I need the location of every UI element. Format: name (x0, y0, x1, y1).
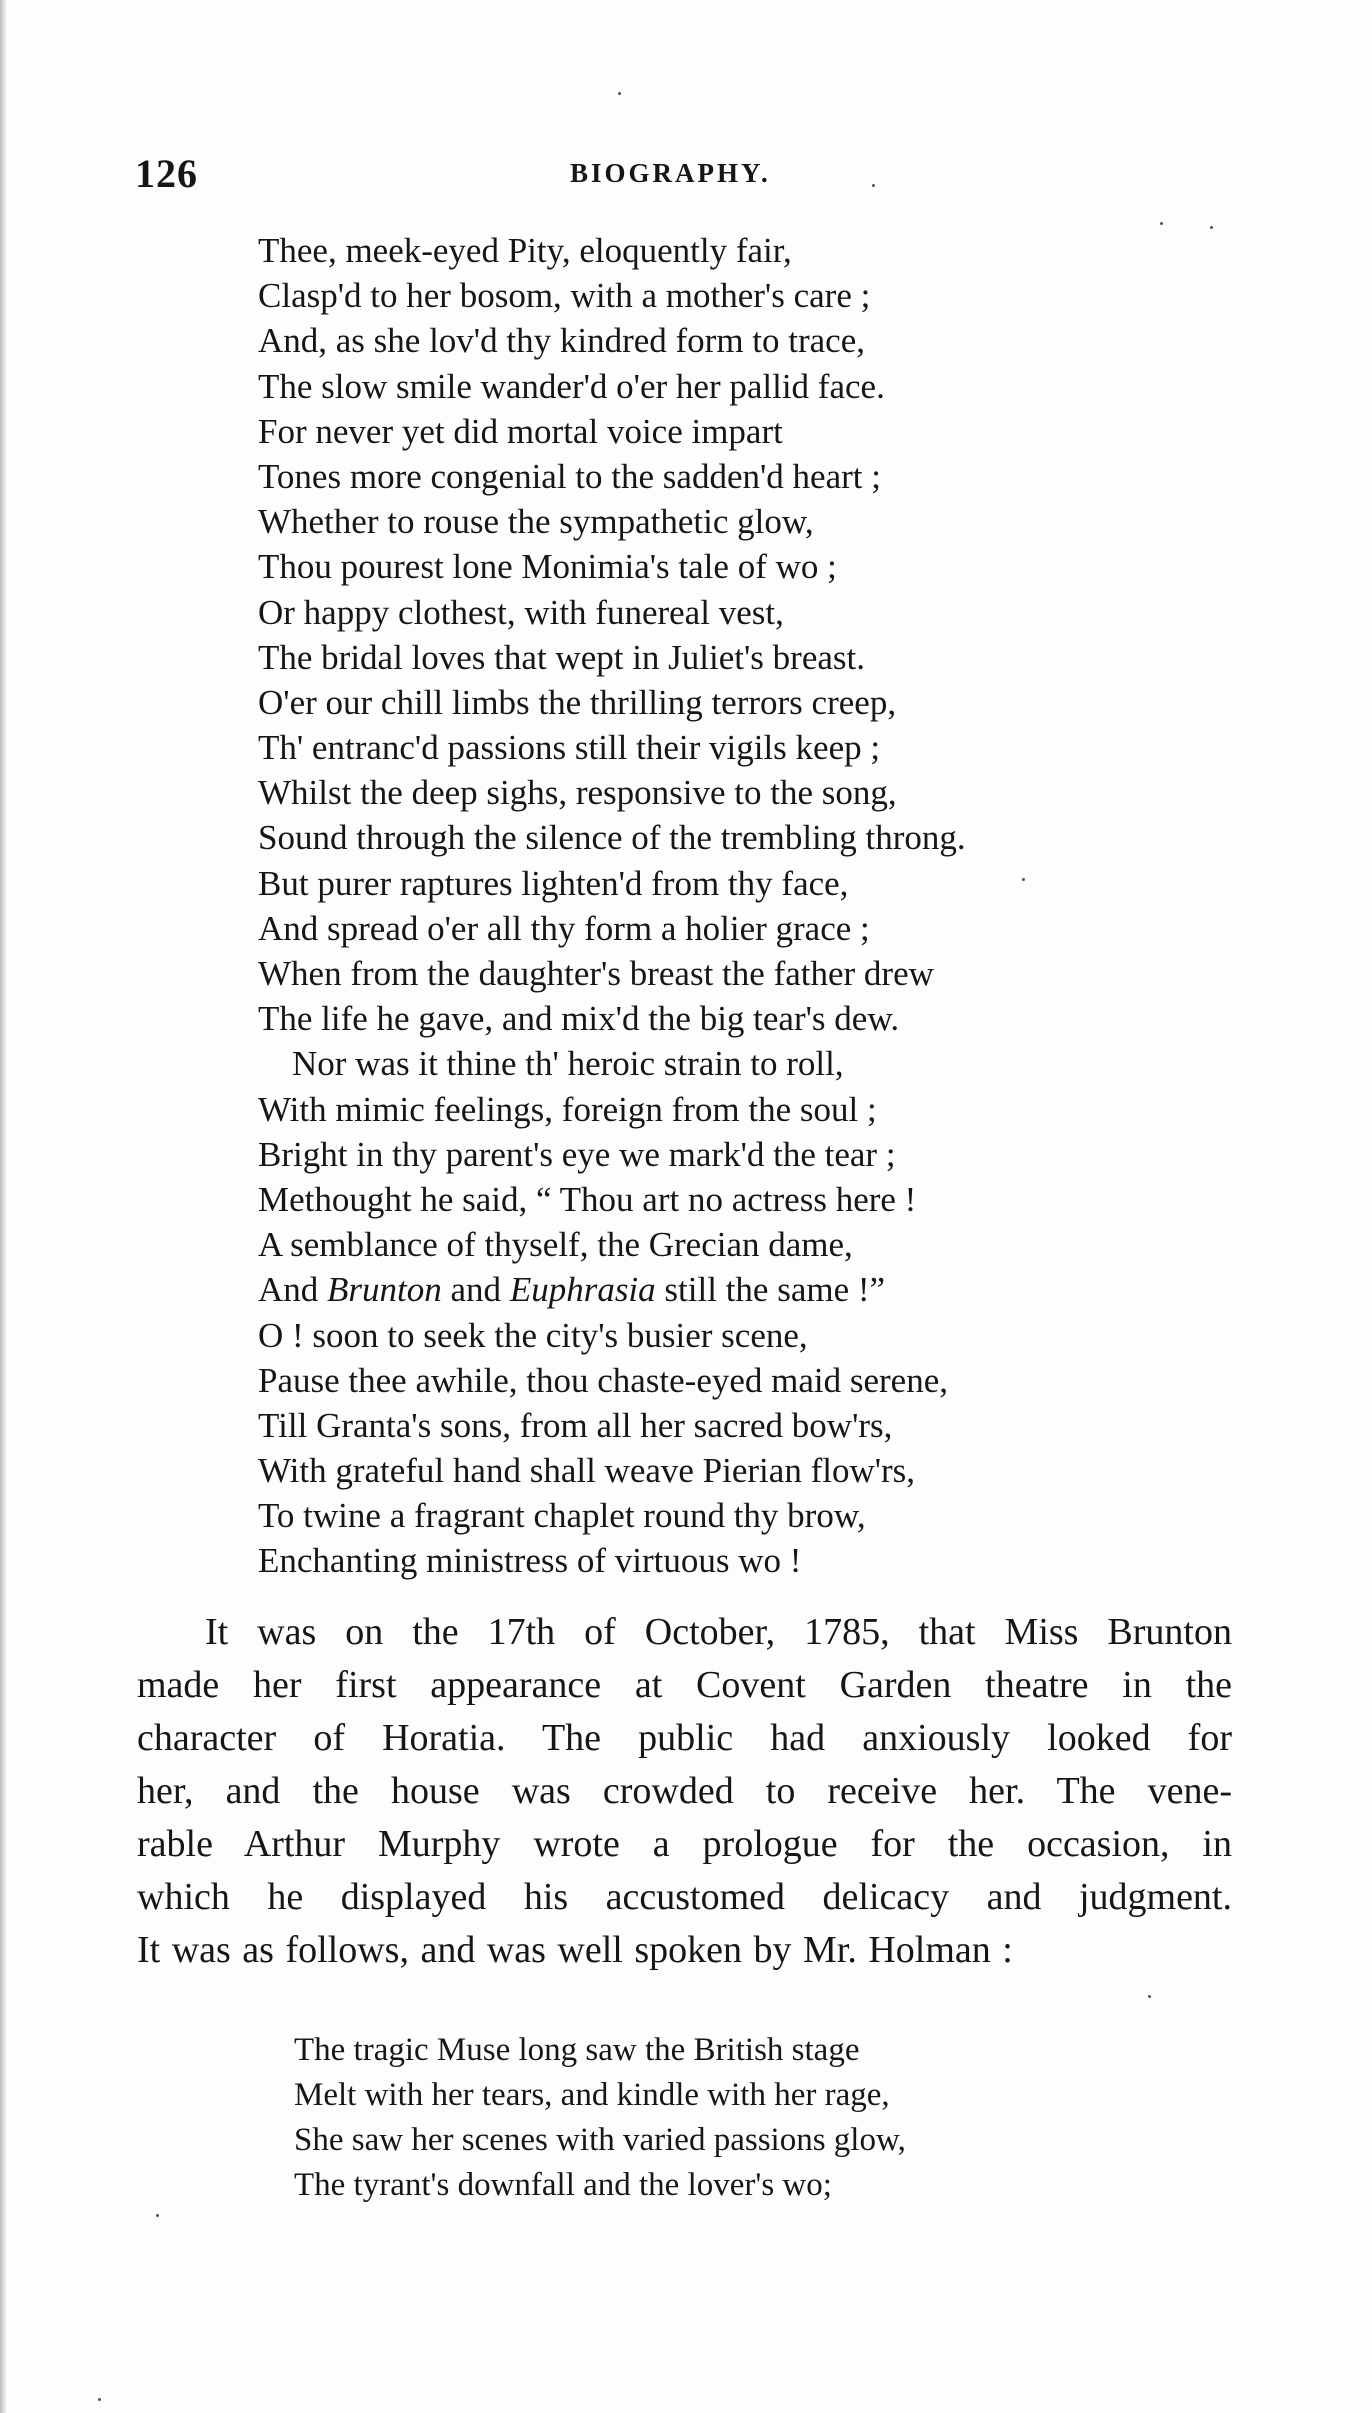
verse-line: Whether to rouse the sympathetic glow, (258, 502, 814, 542)
print-speck (98, 2398, 101, 2401)
prose-line: It was as follows, and was well spoken by Mr. Holman : (137, 1929, 1013, 1971)
verse-line: The tyrant's downfall and the lover's wo; (294, 2167, 832, 2203)
verse-line: With mimic feelings, foreign from the soul ; (258, 1089, 877, 1129)
verse-line-indented: Nor was it thine th' heroic strain to roll, (292, 1044, 844, 1084)
verse-text: still the same !” (655, 1270, 886, 1310)
verse-line: O ! soon to seek the city's busier scene, (258, 1315, 808, 1355)
poem-stanza-one (258, 228, 1158, 1584)
verse-line: With grateful hand shall weave Pierian flow'rs, (258, 1451, 916, 1491)
verse-line: The bridal loves that wept in Juliet's breast. (258, 637, 865, 677)
verse-line: To twine a fragrant chaplet round thy brow, (258, 1496, 866, 1536)
verse-line: When from the daughter's breast the father drew (258, 954, 934, 993)
page-number: 126 (135, 151, 198, 196)
print-speck (1148, 1995, 1151, 1998)
poem-prologue (294, 2028, 1194, 2208)
verse-line: Tones more congenial to the sadden'd heart ; (258, 456, 881, 496)
prose-line: which he displayed his accustomed delicacy and judgment. (137, 1876, 1232, 1918)
verse-line: Methought he said, “ Thou art no actress here ! (258, 1179, 917, 1219)
verse-line: The slow smile wander'd o'er her pallid face. (258, 366, 885, 406)
verse-line: Th' entranc'd passions still their vigils keep ; (258, 728, 881, 768)
prose-line: rable Arthur Murphy wrote a prologue for the occasion, in (137, 1823, 1232, 1865)
verse-line: Clasp'd to her bosom, with a mother's care ; (258, 276, 871, 316)
verse-line: Pause thee awhile, thou chaste-eyed maid serene, (258, 1360, 949, 1400)
verse-line: She saw her scenes with varied passions glow, (294, 2122, 906, 2158)
print-speck (1210, 226, 1213, 229)
verse-text: and (441, 1270, 510, 1310)
verse-line: Or happy clothest, with funereal vest, (258, 592, 784, 632)
prose-line: It was on the 17th of October, 1785, that Miss Brunton (205, 1611, 1232, 1653)
italic-name: Brunton (327, 1270, 442, 1310)
prose-line: character of Horatia. The public had anxiously looked for (137, 1717, 1232, 1759)
verse-line: A semblance of thyself, the Grecian dame, (258, 1225, 853, 1265)
verse-line: Bright in thy parent's eye we mark'd the tear ; (258, 1134, 896, 1174)
verse-line: The tragic Muse long saw the British stage (294, 2032, 860, 2068)
page-edge-shadow (0, 0, 6, 2413)
verse-line: Whilst the deep sighs, responsive to the song, (258, 773, 897, 813)
verse-line: Till Granta's sons, from all her sacred bow'rs, (258, 1405, 893, 1445)
page-header (135, 150, 1235, 200)
verse-line: Thou pourest lone Monimia's tale of wo ; (258, 547, 837, 587)
prose-line: made her first appearance at Covent Garden theatre in the (137, 1664, 1232, 1706)
verse-line-with-italics (258, 1267, 1158, 1312)
print-speck (1160, 222, 1163, 225)
prose-line: her, and the house was crowded to receive her. The vene- (137, 1770, 1232, 1812)
prose-paragraph (137, 1606, 1232, 1977)
verse-line: Sound through the silence of the trembling throng. (258, 818, 966, 858)
verse-line: And, as she lov'd thy kindred form to trace, (258, 321, 865, 361)
running-head: BIOGRAPHY. (570, 158, 771, 188)
verse-text: And (258, 1270, 328, 1310)
verse-line: O'er our chill limbs the thrilling terrors creep, (258, 682, 897, 722)
verse-line: Thee, meek-eyed Pity, eloquently fair, (258, 231, 792, 270)
print-speck (872, 184, 875, 187)
verse-line: Enchanting ministress of virtuous wo ! (258, 1541, 802, 1581)
verse-line: The life he gave, and mix'd the big tear's dew. (258, 999, 900, 1039)
verse-line: Melt with her tears, and kindle with her rage, (294, 2077, 890, 2113)
print-speck (1022, 878, 1025, 881)
verse-line: But purer raptures lighten'd from thy face, (258, 863, 849, 903)
italic-title: Euphrasia (509, 1270, 656, 1310)
print-speck (156, 2214, 159, 2217)
print-speck (618, 92, 621, 95)
verse-line: And spread o'er all thy form a holier grace ; (258, 908, 870, 948)
verse-line: For never yet did mortal voice impart (258, 411, 783, 451)
